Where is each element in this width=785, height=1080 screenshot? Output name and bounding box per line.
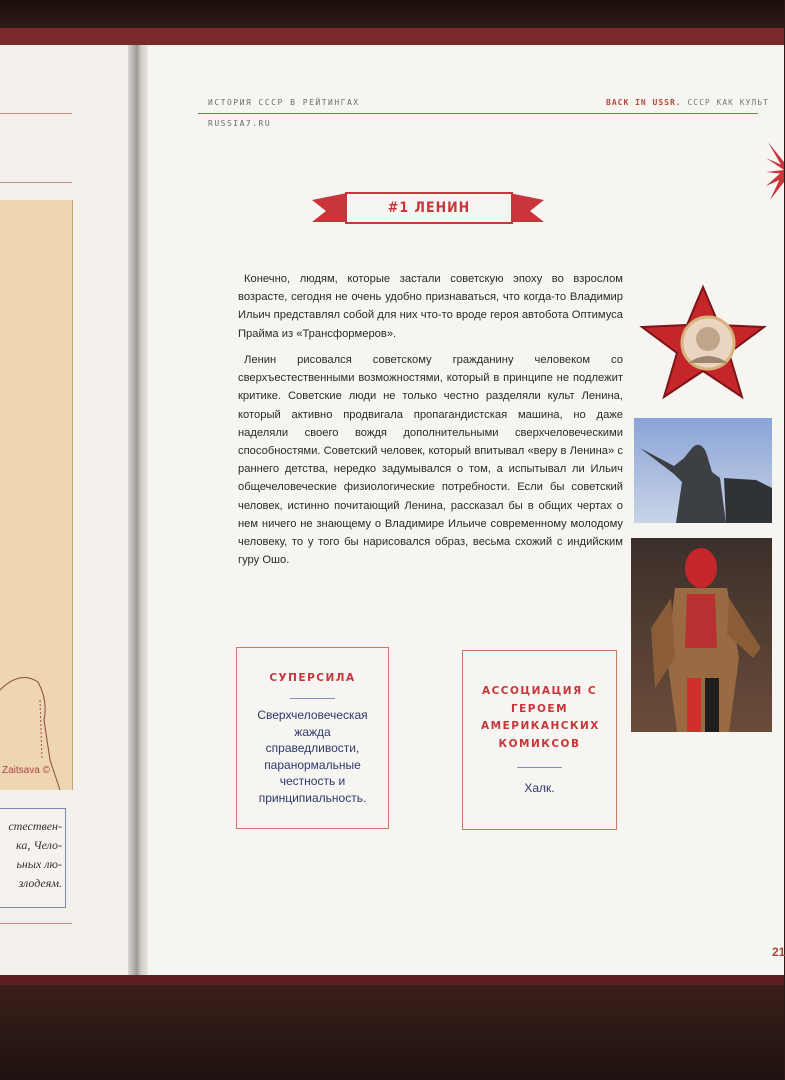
association-title: АССОЦИАЦИЯ С ГЕРОЕМ АМЕРИКАНСКИХ КОМИКСОВ xyxy=(481,685,600,750)
sunburst-rays-icon xyxy=(766,140,784,200)
section-banner xyxy=(312,188,544,228)
running-header-right xyxy=(606,98,769,107)
banner-title: #1 ЛЕНИН xyxy=(345,192,513,224)
superpower-text: Сверхчеловеческая жажда справедливости, паранормальные честность и принципиальность. xyxy=(257,708,368,805)
note-line: стествен- xyxy=(8,819,62,833)
header-right-bold: BACK IN USSR. xyxy=(606,98,682,107)
left-page-rule xyxy=(0,113,72,114)
paragraph-2 xyxy=(238,351,623,569)
left-page-rule xyxy=(0,182,72,183)
superpower-box xyxy=(236,647,389,829)
lenin-statue-image xyxy=(634,418,772,523)
header-rule xyxy=(198,113,758,114)
left-page-rule xyxy=(0,923,72,924)
note-line: ьных лю- xyxy=(16,857,62,871)
background-bottom xyxy=(0,985,784,1080)
octobrist-star-badge-image xyxy=(636,283,770,407)
header-right-light: СССР КАК КУЛЬТ xyxy=(687,98,769,107)
paragraph-1 xyxy=(238,270,623,343)
superpower-title: СУПЕРСИЛА xyxy=(269,672,356,684)
running-header-left: ИСТОРИЯ СССР В РЕЙТИНГАХ xyxy=(208,98,360,107)
book-gutter xyxy=(128,45,150,975)
left-page-map-image xyxy=(0,200,73,790)
note-line: злодеям. xyxy=(18,876,62,890)
association-box xyxy=(462,650,617,830)
paragraph-text: Конечно, людям, которые застали советскую эпоху во взрослом возрасте, сегодня не очень удобно признаваться, что когда-то Владимир Ильич представлял собой для них что-то вроде героя автобота Оптимуса Прайма из «Трансформеров». xyxy=(238,273,623,340)
page-number: 21 xyxy=(772,945,785,959)
note-line: ка, Чело- xyxy=(16,838,62,852)
paragraph-text: Ленин рисовался советскому гражданину человеком со сверхъестественными возможностями, который в принципе не подлежит критике. Советские люди не только честно разделяли культ Ленина, который активно продвигала пропагандистская машина, но даже наделяли своего вождя дополнительными сверхчеловеческими способностями. Советский человек, который впитывал «веру в Ленина» с раннего детства, нередко задумывался о том, а испытывал ли Ильич общечеловеческие физиологические потребности. Если бы советский человек, истинно почитающий Ленина, рассказал бы в общих чертах о нем ничего не знающему о Владимире Ильиче современному молодому человеку, то у того бы нарисовался образ, весьма схожий с индийским гуру Ошо. xyxy=(238,354,623,567)
running-header-site: RUSSIA7.RU xyxy=(208,119,272,128)
left-page-note-box xyxy=(0,808,66,908)
hellboy-figure-image xyxy=(631,538,772,732)
association-text: Халк. xyxy=(524,781,555,795)
image-credit: Zaitsava © xyxy=(2,765,50,776)
